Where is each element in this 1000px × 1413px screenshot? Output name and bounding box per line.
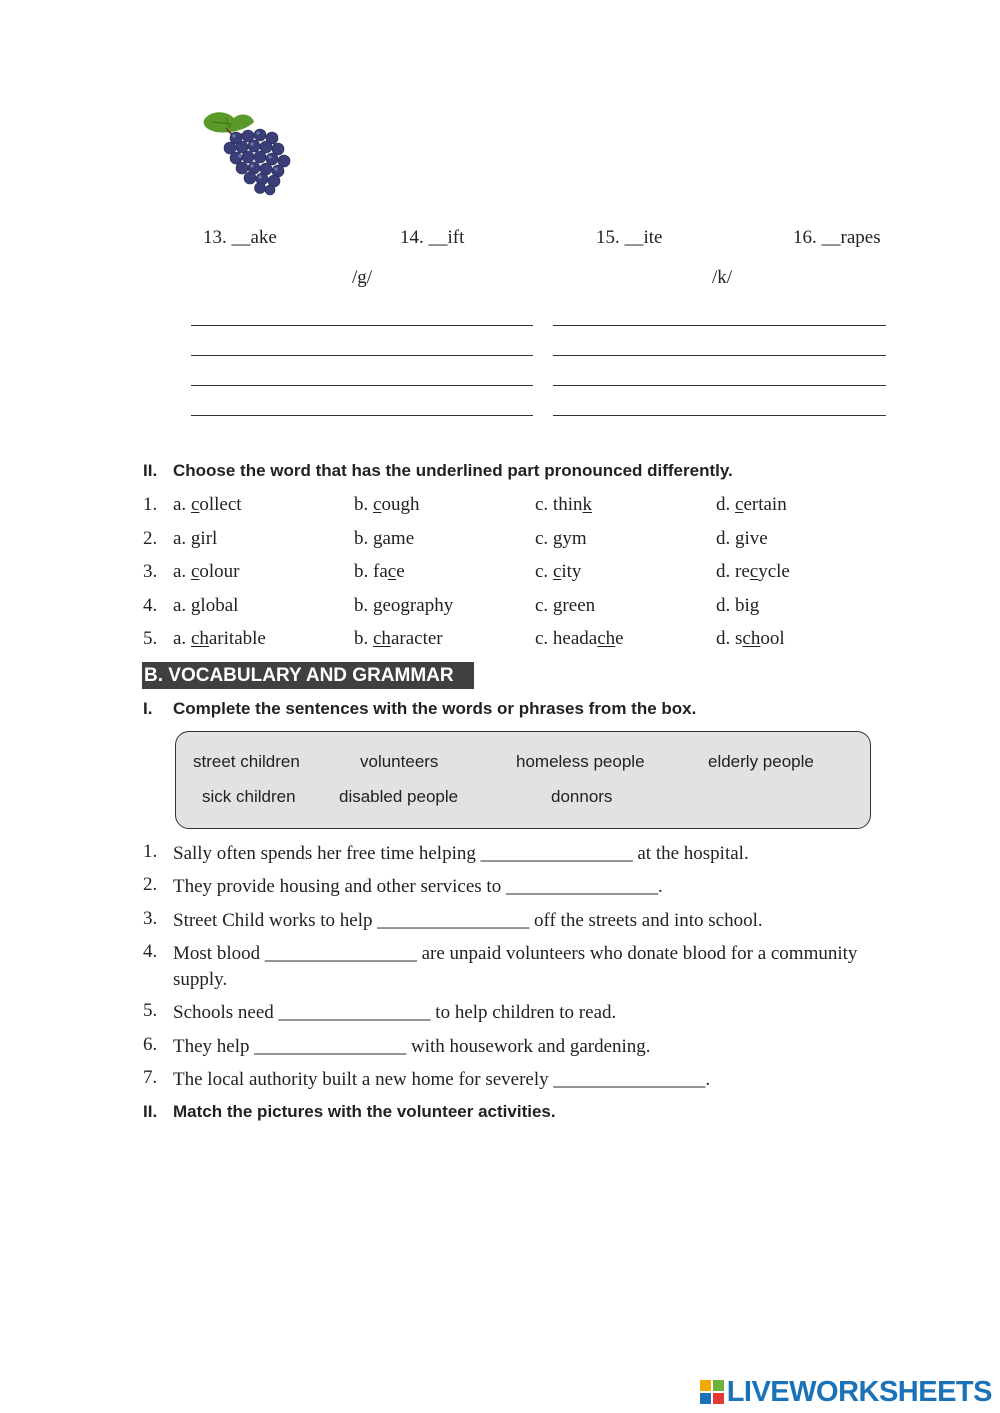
answer-option[interactable]: a. girl (173, 528, 218, 549)
question-row (143, 494, 903, 520)
answer-option[interactable]: d. school (716, 628, 785, 649)
question-row (143, 528, 903, 554)
answer-option[interactable]: a. colour (173, 561, 240, 582)
box-word: disabled people (339, 787, 459, 806)
sentence-3: 3. Street Child works to help ________________ off the streets and into school. (143, 908, 763, 931)
answer-option[interactable]: b. cough (354, 494, 420, 515)
answer-option[interactable]: c. think (535, 494, 592, 515)
question-row (143, 595, 903, 621)
answer-line-g-3[interactable] (191, 385, 533, 386)
section-heading-match-pictures: II. Match the pictures with the volunteer activities. (143, 1102, 556, 1121)
liveworksheets-logo (699, 1374, 992, 1410)
answer-line-k-2[interactable] (553, 355, 886, 356)
answer-line-g-4[interactable] (191, 415, 533, 416)
answer-line-k-1[interactable] (553, 325, 886, 326)
liveworksheets-logo-text: LIVEWORKSHEETS (726, 1375, 992, 1408)
answer-option[interactable]: d. certain (716, 494, 787, 515)
section-heading-complete-sentences: I. Complete the sentences with the words or phrases from the box. (143, 699, 697, 718)
grapes-picture (196, 108, 304, 198)
answer-option[interactable]: d. give (716, 528, 768, 549)
section-heading-pronunciation: II. Choose the word that has the underlined part pronounced differently. (143, 461, 733, 480)
box-word: elderly people (708, 752, 814, 771)
question-number: 4. (143, 595, 158, 616)
answer-option[interactable]: d. big (716, 595, 760, 616)
box-word: homeless people (516, 752, 645, 771)
box-word: donnors (551, 787, 613, 806)
question-row (143, 628, 903, 654)
question-number: 5. (143, 628, 158, 649)
answer-line-k-3[interactable] (553, 385, 886, 386)
word-item-13: 13. __ake (203, 227, 277, 248)
question-number: 2. (143, 528, 158, 549)
box-word: street children (193, 752, 300, 771)
sentence-2: 2. They provide housing and other services to ________________. (143, 874, 663, 897)
answer-line-k-4[interactable] (553, 415, 886, 416)
answer-option[interactable]: c. green (535, 595, 596, 616)
question-row (143, 561, 903, 587)
word-box (175, 731, 871, 829)
sentence-1: 1. Sally often spends her free time helping ________________ at the hospital. (143, 841, 749, 864)
answer-line-g-2[interactable] (191, 355, 533, 356)
answer-line-g-1[interactable] (191, 325, 533, 326)
answer-option[interactable]: a. collect (173, 494, 242, 515)
answer-option[interactable]: d. recycle (716, 561, 790, 582)
section-b-banner: B. VOCABULARY AND GRAMMAR (142, 662, 474, 689)
answer-option[interactable]: c. gym (535, 528, 587, 549)
word-item-16: 16. __rapes (793, 227, 881, 248)
answer-option[interactable]: c. city (535, 561, 582, 582)
sentence-4: 4. Most blood ________________ are unpaid volunteers who donate blood for a community supply. (143, 941, 858, 990)
liveworksheets-logo-mark (699, 1378, 725, 1406)
word-item-15: 15. __ite (596, 227, 663, 248)
phoneme-g-heading: /g/ (352, 267, 373, 288)
word-item-14: 14. __ift (400, 227, 465, 248)
phoneme-k-heading: /k/ (712, 267, 733, 288)
question-number: 1. (143, 494, 158, 515)
answer-option[interactable]: b. game (354, 528, 415, 549)
answer-option[interactable]: a. charitable (173, 628, 266, 649)
answer-option[interactable]: b. geography (354, 595, 454, 616)
sentence-7: 7. The local authority built a new home for severely ________________. (143, 1067, 711, 1090)
sentence-6: 6. They help ________________ with housework and gardening. (143, 1034, 651, 1057)
question-number: 3. (143, 561, 158, 582)
answer-option[interactable]: b. face (354, 561, 405, 582)
box-word: sick children (202, 787, 296, 806)
answer-option[interactable]: b. character (354, 628, 443, 649)
sentence-5: 5. Schools need ________________ to help children to read. (143, 1000, 617, 1023)
box-word: volunteers (360, 752, 439, 771)
answer-option[interactable]: c. headache (535, 628, 624, 649)
answer-option[interactable]: a. global (173, 595, 239, 616)
